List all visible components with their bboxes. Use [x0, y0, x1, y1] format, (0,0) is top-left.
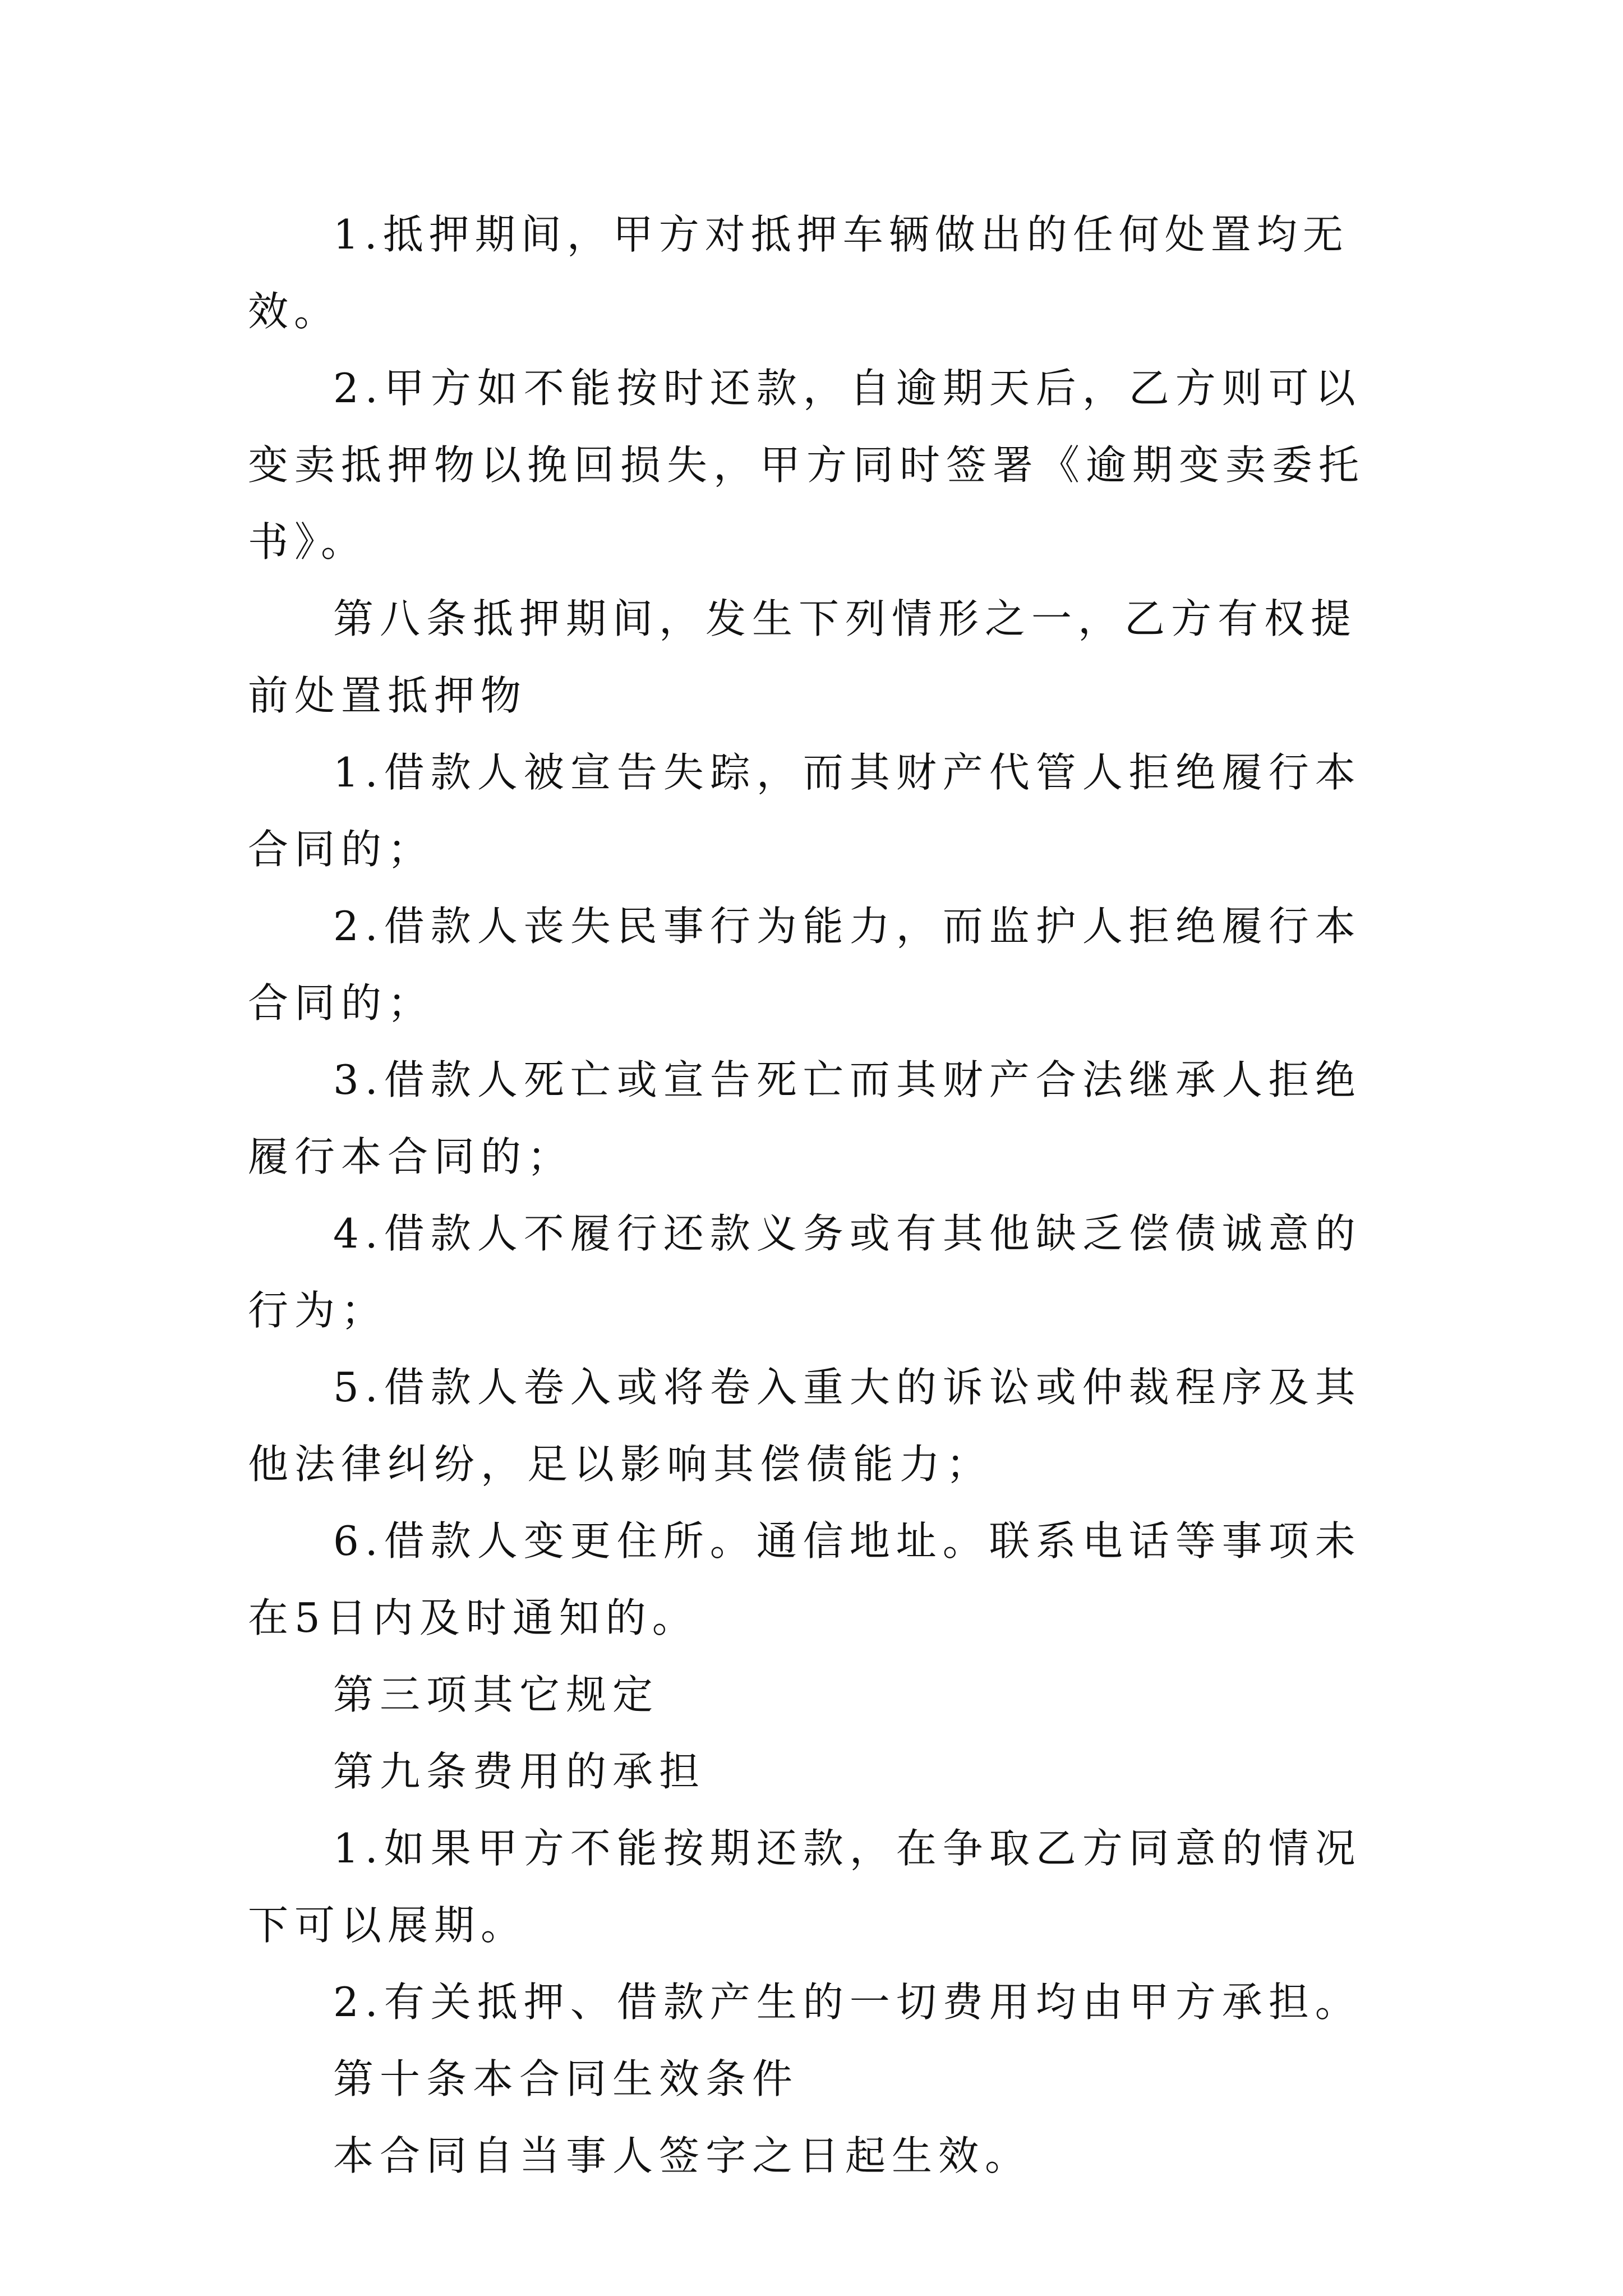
paragraph-4: 1.借款人被宣告失踪，而其财产代管人拒绝履行本合同的；	[248, 749, 1362, 873]
paragraph-2: 2.甲方如不能按时还款，自逾期天后，乙方则可以变卖抵押物以挽回损失，甲方同时签署《逾期变卖委托书》。	[248, 365, 1366, 565]
article-heading-9: 第九条费用的承担	[333, 1748, 706, 1795]
article-heading-10: 第十条本合同生效条件	[333, 2055, 799, 2102]
paragraph-15: 本合同自当事人签字之日起生效。	[333, 2132, 1032, 2179]
paragraph-7: 4.借款人不履行还款义务或有其他缺乏偿债诚意的行为；	[248, 1210, 1362, 1334]
paragraph-6: 3.借款人死亡或宣告死亡而其财产合法继承人拒绝履行本合同的；	[248, 1056, 1362, 1180]
paragraph-12: 1.如果甲方不能按期还款，在争取乙方同意的情况下可以展期。	[248, 1825, 1362, 1949]
paragraph-1: 1.抵押期间，甲方对抵押车辆做出的任何处置均无效。	[248, 211, 1349, 335]
paragraph-5: 2.借款人丧失民事行为能力，而监护人拒绝履行本合同的；	[248, 903, 1362, 1027]
paragraph-3: 第八条抵押期间，发生下列情形之一，乙方有权提前处置抵押物	[248, 595, 1358, 719]
section-heading: 第三项其它规定	[333, 1671, 660, 1718]
paragraph-8: 5.借款人卷入或将卷入重大的诉讼或仲裁程序及其他法律纠纷，足以影响其偿债能力；	[248, 1364, 1362, 1488]
paragraph-9: 6.借款人变更住所。通信地址。联系电话等事项未在5日内及时通知的。	[248, 1517, 1362, 1641]
document-body	[248, 196, 1386, 2194]
paragraph-13: 2.有关抵押、借款产生的一切费用均由甲方承担。	[333, 1978, 1362, 2026]
